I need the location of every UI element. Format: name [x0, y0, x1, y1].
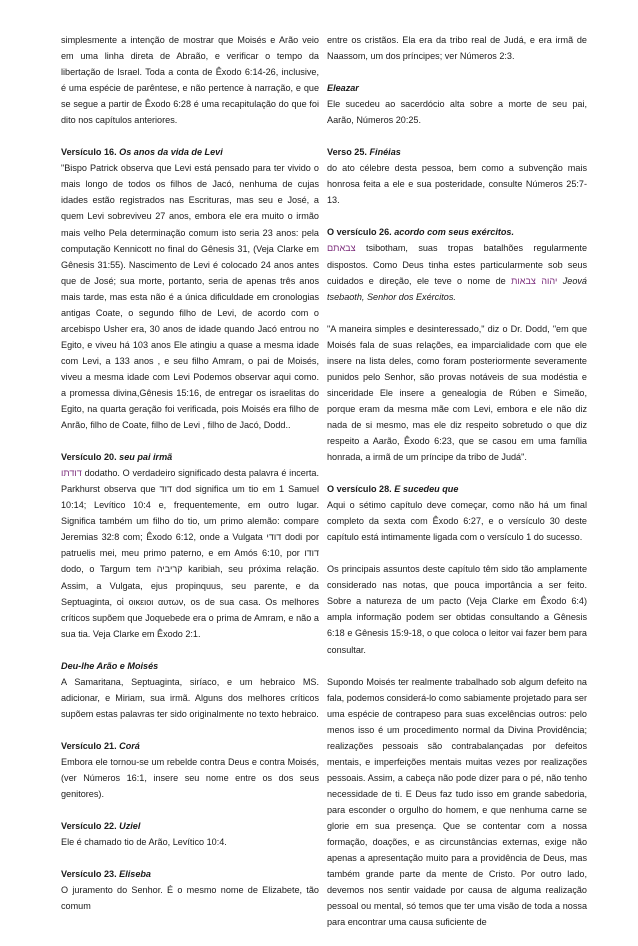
- verse-28-title: E sucedeu que: [394, 484, 459, 495]
- verse-25-title: Finéias: [369, 147, 401, 158]
- verse-26-title: acordo com seus exércitos.: [394, 227, 515, 238]
- verse-26-text-b: Jeová tsebaoth, Senhor dos Exércitos.: [327, 275, 587, 302]
- verse-21-label: Versículo 21.: [61, 740, 117, 751]
- verse-22-label: Versículo 22.: [61, 821, 117, 832]
- verse-26-hebrew: צבאתם: [327, 243, 356, 254]
- verse-26-text-a: tsibotham, suas tropas batalhões regularmente dispostos. Como Deus tinha estes particularmente sob seus cuidados e direção, ele teve o nome de: [327, 243, 588, 286]
- verse-25-text: do ato célebre desta pessoa, bem como a subvenção mais honrosa feita a ele e sua posteridade, consulte Números 25:7-13.: [327, 163, 587, 206]
- verse-22-text: Ele é chamado tio de Arão, Levítico 10:4.: [61, 837, 227, 848]
- verse-28-text: Aqui o sétimo capítulo deve começar, como não há um final completo da sexta com Êxodo 6:27, e o versículo 30 deste capítulo está intimamente ligada com o versículo 1 do sucesso.: [327, 500, 587, 543]
- verse-16-label: Versículo 16.: [61, 147, 117, 158]
- verse-25-section: [327, 144, 587, 208]
- principais-paragraph: Os principais assuntos deste capítulo têm sido tão amplamente considerado nas notas, que pouca importância a ser feito. Sobre a natureza de um pacto (Veja Clarke em Êxodo 6:4) ampla informação podem ser obtidas consultando a Gênesis 6:18 e Gênesis 15:9-18, o que coloca o leitor vai fazer bem para consultar.: [327, 564, 587, 655]
- verse-20-title: seu pai irmã: [119, 452, 173, 463]
- verse-16-text: "Bispo Patrick observa que Levi está pensado para ter vivido o mais longo de todos os filhos de Jacó, nenhuma de cujas idades estão registrados nas Escrituras, mas seu e José, a quem Levi sobreviveu 27 anos, embora ele era muito o irmão mais velho Pela determinação comum isto seria 23 anos: pela computação Kennicott no final do Gênesis 31, (Veja Clarke em Gênesis 31:55). Nascimento de Levi é colocado 24 anos antes que de José; sua morte, portanto, seria de apenas três anos mais tarde, mas esta não é a única dificuldade em cronologias antigas Coate, o segundo filho de Levi, de acordo com o arcebispo Usher era, 30 anos de idade quando Jacó entrou no Egito, e viveu há 103 anos Ele atingiu a quase a mesma idade com Levi, a 133 anos , e seu filho Amram, o pai de Moisés, viveu a mesma idade com Levi Podemos observar aqui como. a promessa divina,Gênesis 15:16, de entregar os israelitas do Egito, na quarta geração foi verificada, pois Moisés era filho de Anrão, filho de Coate, filho de Levi , filho de Jacó, Dodd..: [61, 163, 319, 431]
- supondo-paragraph: Supondo Moisés ter realmente trabalhado sob algum defeito na fala, podemos considerá-lo como sabiamente projetado para ser uma espécie de contrapeso para suas excelências outros: pelo menos isso é um procedimento normal da Divina Providência; realizações pessoais são contrabalançadas por defeitos mentais, e imperfeições mentais muitas vezes por realizações pessoais. Assim, a cabeça não pode dizer para o pé, não tenho necessidade de ti. E Deus faz tudo isso em grande sabedoria, para esconder o orgulho do homem, e que nenhuma carne se glorie em sua presença. Que se contentar com a nossa formação, doações, e as circunstâncias externas, exige não apenas a apresentação muito para a providência de Deus, mas também grande parte da mente de Cristo. Por outro lado, devemos nos sentir vaidade por causa de alguma realização pessoal ou mental, só temos que ter uma visão de toda a nossa para encontrar uma causa suficiente de: [327, 676, 587, 928]
- right-column: [327, 32, 587, 946]
- eleazar-title: Eleazar: [327, 83, 359, 94]
- verse-26-hebrew-2: יהוה צבאות: [511, 275, 558, 286]
- aaron-moses-title: Deu-lhe Arão e Moisés: [61, 660, 159, 671]
- verse-20-label: Versículo 20.: [61, 452, 117, 463]
- verse-26-section: [327, 224, 587, 304]
- verse-23-label: Versículo 23.: [61, 869, 117, 880]
- verse-20-text: dodatho. O verdadeiro significado desta palavra é incerta. Parkhurst observa que דוד dod significa um tio em 1 Samuel 10:14; Levítico 10:4 e, frequentemente, em outro lugar. Significa também um filho do tio, um primo alemão: compare Jeremias 32:8 com; Êxodo 6:12, onde a Vulgata דודי dodi por patruelis mei, meu primo paterno, e em Amós 6:10, por דודו dodo, o Targum tem קריביה karibiah, seu próxima relação. Assim, a Vulgata, ejus propinquus, seu parente, e da Septuaginta, οἱ οικειοι αυτων, os de sua casa. Os melhores críticos supõem que Joquebede era o prima de Amram, e não a sua tia. Veja Clarke em Êxodo 2:1.: [61, 468, 320, 639]
- verse-21-section: [61, 738, 319, 802]
- dodd-quote: "A maneira simples e desinteressado," diz o Dr. Dodd, "em que Moisés fala de suas relações, ea imparcialidade com que ele insere na lista deles, como foram posteriormente severamente punidos pelo Senhor, são provas notáveis de sua modéstia e sinceridade Ele insere a genealogia de Rúben e Simeão, porque eram da mesma mãe com Levi, embora e ele não diz nada de si mesmo, mas ele diz respeito sobretudo o que diz respeito a Aarão, Êxodo 6:23, que se casou em uma família honrada, a irmã de um príncipe da tribo de Judá".: [327, 323, 587, 463]
- verse-20-hebrew: דודתו: [61, 468, 82, 479]
- verse-23-title: Eliseba: [119, 869, 151, 880]
- eleazar-section: [327, 80, 587, 128]
- eleazar-text: Ele sucedeu ao sacerdócio alta sobre a morte de seu pai, Aarão, Números 20:25.: [327, 99, 587, 126]
- verse-23-section: [61, 866, 319, 914]
- aaron-moses-section: [61, 658, 319, 722]
- verse-28-section: [327, 481, 587, 545]
- verse-16-title: Os anos da vida de Levi: [119, 147, 223, 158]
- verse-25-label: Verso 25.: [327, 147, 367, 158]
- verse-21-title: Corá: [119, 740, 140, 751]
- verse-20-section: [61, 449, 319, 642]
- verse-21-text: Embora ele tornou-se um rebelde contra Deus e contra Moisés, (ver Números 16:1, insere seu nome entre os dos seus genitores).: [61, 756, 319, 800]
- left-column: [61, 32, 319, 930]
- aaron-moses-text: A Samaritana, Septuaginta, siríaco, e um hebraico MS. adicionar, e Miriam, sua irmã. Alguns dos melhores críticos supõem estas palavras ter sido originalmente no texto hebraico.: [61, 676, 319, 719]
- verse-22-section: [61, 818, 319, 850]
- intro-paragraph: simplesmente a intenção de mostrar que Moisés e Arão veio em uma linha direta de Abraão, e verificar o tempo da libertação de Israel. Toda a conta de Êxodo 6:14-26, inclusive, é uma espécie de parêntese, e não pertence à narração, e que se segue a partir de Êxodo 6:28 é uma recapitulação do que foi dito nos capítulos anteriores.: [61, 35, 319, 126]
- verse-22-title: Uziel: [119, 821, 141, 832]
- verse-16-section: [61, 144, 319, 433]
- verse-23-text: O juramento do Senhor. É o mesmo nome de Elizabete, tão comum: [61, 885, 319, 912]
- verse-26-label: O versículo 26.: [327, 227, 392, 238]
- verse-28-label: O versículo 28.: [327, 484, 392, 495]
- continuation-paragraph: entre os cristãos. Ela era da tribo real de Judá, e era irmã de Naassom, um dos príncipes; ver Números 2:3.: [327, 35, 587, 62]
